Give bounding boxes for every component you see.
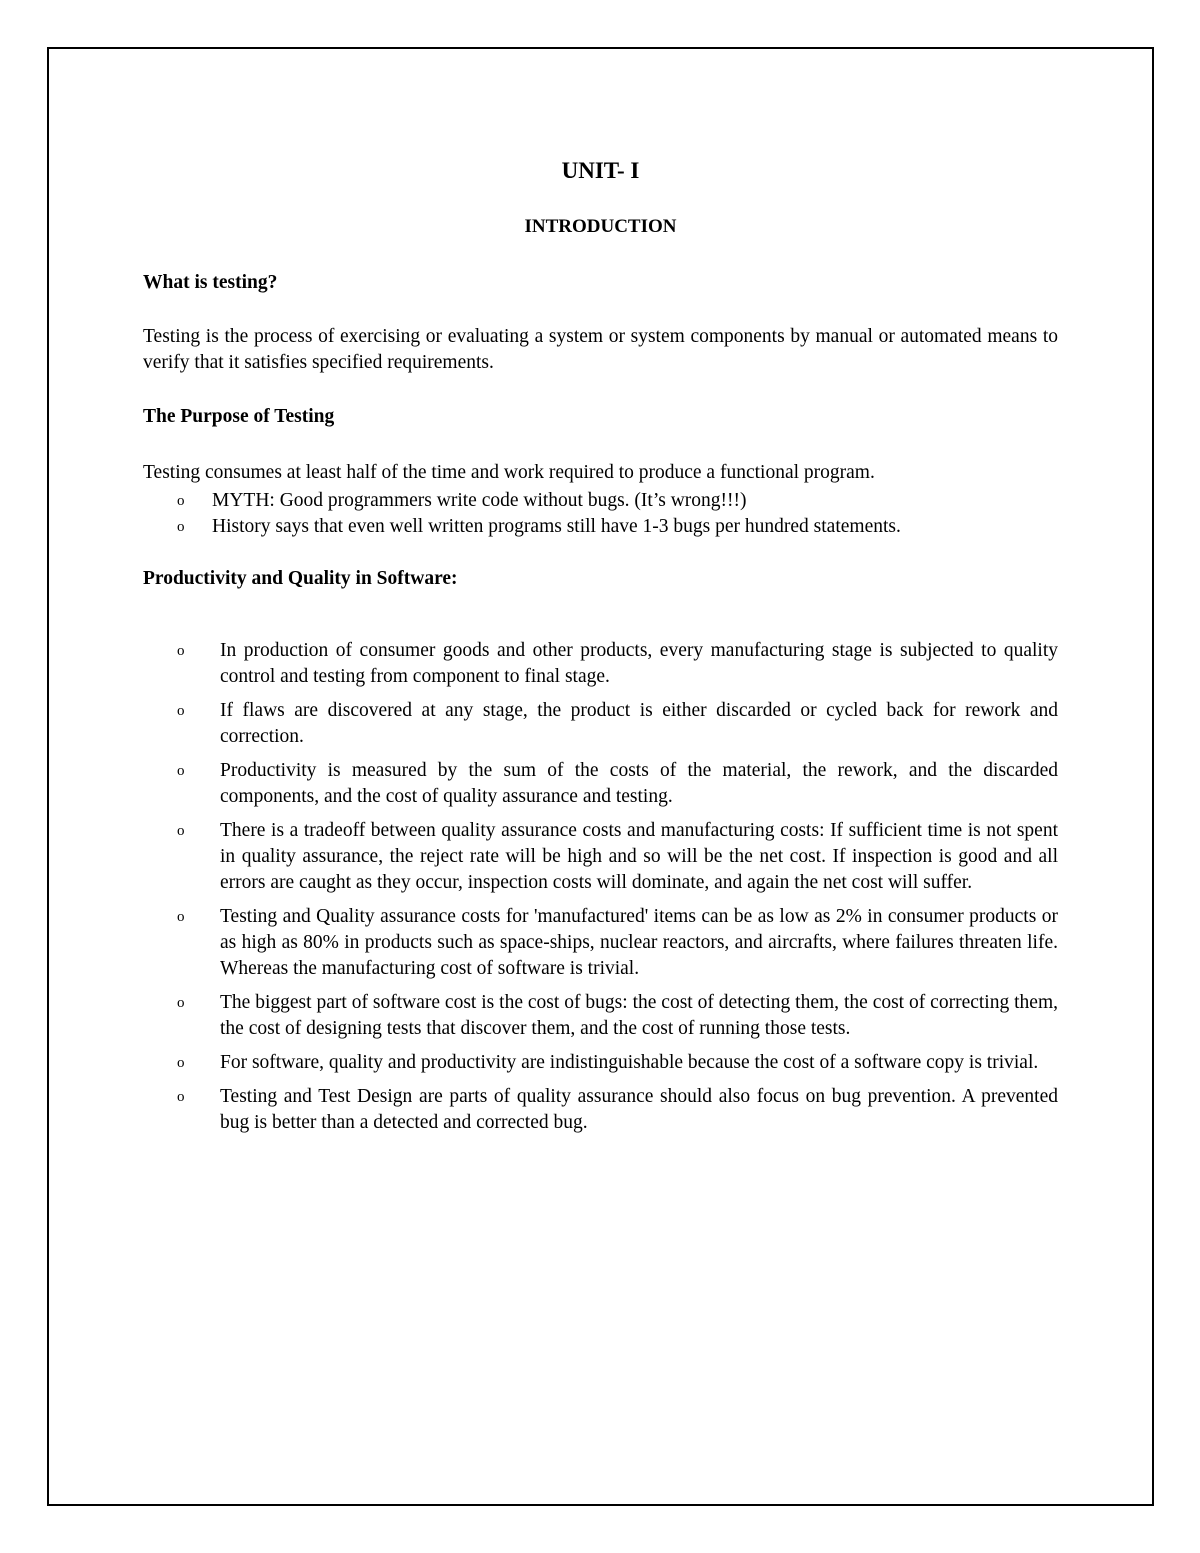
bullet-marker: o <box>177 703 185 719</box>
bullet-marker: o <box>177 493 185 509</box>
list-item <box>143 758 1058 810</box>
list-item-text: The biggest part of software cost is the cost of bugs: the cost of detecting them, the cost of correcting them, the cost of designing tests that discover them, and the cost of running those tests. <box>220 992 1058 1039</box>
list-item-text: In production of consumer goods and other products, every manufacturing stage is subjected to quality control and testing from component to final stage. <box>220 640 1058 687</box>
list-item-text: History says that even well written programs still have 1-3 bugs per hundred statements. <box>212 516 901 537</box>
list-item-text: If flaws are discovered at any stage, the product is either discarded or cycled back for rework and correction. <box>220 700 1058 747</box>
unit-title: UNIT- I <box>561 158 640 183</box>
list-item-text: For software, quality and productivity are indistinguishable because the cost of a software copy is trivial. <box>220 1052 1039 1073</box>
productivity-bullet-list <box>143 638 1058 1144</box>
paragraph-what-is-testing: Testing is the process of exercising or evaluating a system or system components by manual or automated means to verify that it satisfies specified requirements. <box>143 326 1058 373</box>
bullet-marker: o <box>177 519 185 535</box>
list-item-text: Testing and Test Design are parts of quality assurance should also focus on bug prevention. A prevented bug is better than a detected and corrected bug. <box>220 1086 1058 1133</box>
bullet-marker: o <box>177 763 185 779</box>
paragraph-purpose-of-testing: Testing consumes at least half of the time and work required to produce a functional program. <box>143 462 875 483</box>
bullet-marker: o <box>177 995 185 1011</box>
list-item <box>143 818 1058 896</box>
list-item <box>143 1050 1058 1076</box>
list-item <box>143 1084 1058 1136</box>
list-item <box>143 904 1058 982</box>
bullet-marker: o <box>177 1089 185 1105</box>
bullet-marker: o <box>177 643 185 659</box>
list-item <box>143 698 1058 750</box>
list-item-text: There is a tradeoff between quality assurance costs and manufacturing costs: If sufficient time is not spent in quality assurance, the reject rate will be high and so will be the net cost. If inspection is good and all errors are caught as they occur, inspection costs will dominate, and again the net cost will suffer. <box>220 820 1058 893</box>
list-item-text: Productivity is measured by the sum of the costs of the material, the rework, and the discarded components, and the cost of quality assurance and testing. <box>220 760 1058 807</box>
list-item <box>143 638 1058 690</box>
list-item <box>143 514 1058 540</box>
bullet-marker: o <box>177 1055 185 1071</box>
section-title: INTRODUCTION <box>524 216 677 237</box>
heading-what-is-testing: What is testing? <box>143 272 278 293</box>
list-item <box>143 488 1058 514</box>
heading-productivity-quality: Productivity and Quality in Software: <box>143 568 458 589</box>
purpose-bullet-list <box>143 488 1058 540</box>
list-item <box>143 990 1058 1042</box>
bullet-marker: o <box>177 823 185 839</box>
heading-purpose-of-testing: The Purpose of Testing <box>143 406 335 427</box>
list-item-text: MYTH: Good programmers write code without bugs. (It’s wrong!!!) <box>212 490 747 511</box>
list-item-text: Testing and Quality assurance costs for 'manufactured' items can be as low as 2% in consumer products or as high as 80% in products such as space-ships, nuclear reactors, and aircrafts, where failures threaten life. Whereas the manufacturing cost of software is trivial. <box>220 906 1058 979</box>
bullet-marker: o <box>177 909 185 925</box>
